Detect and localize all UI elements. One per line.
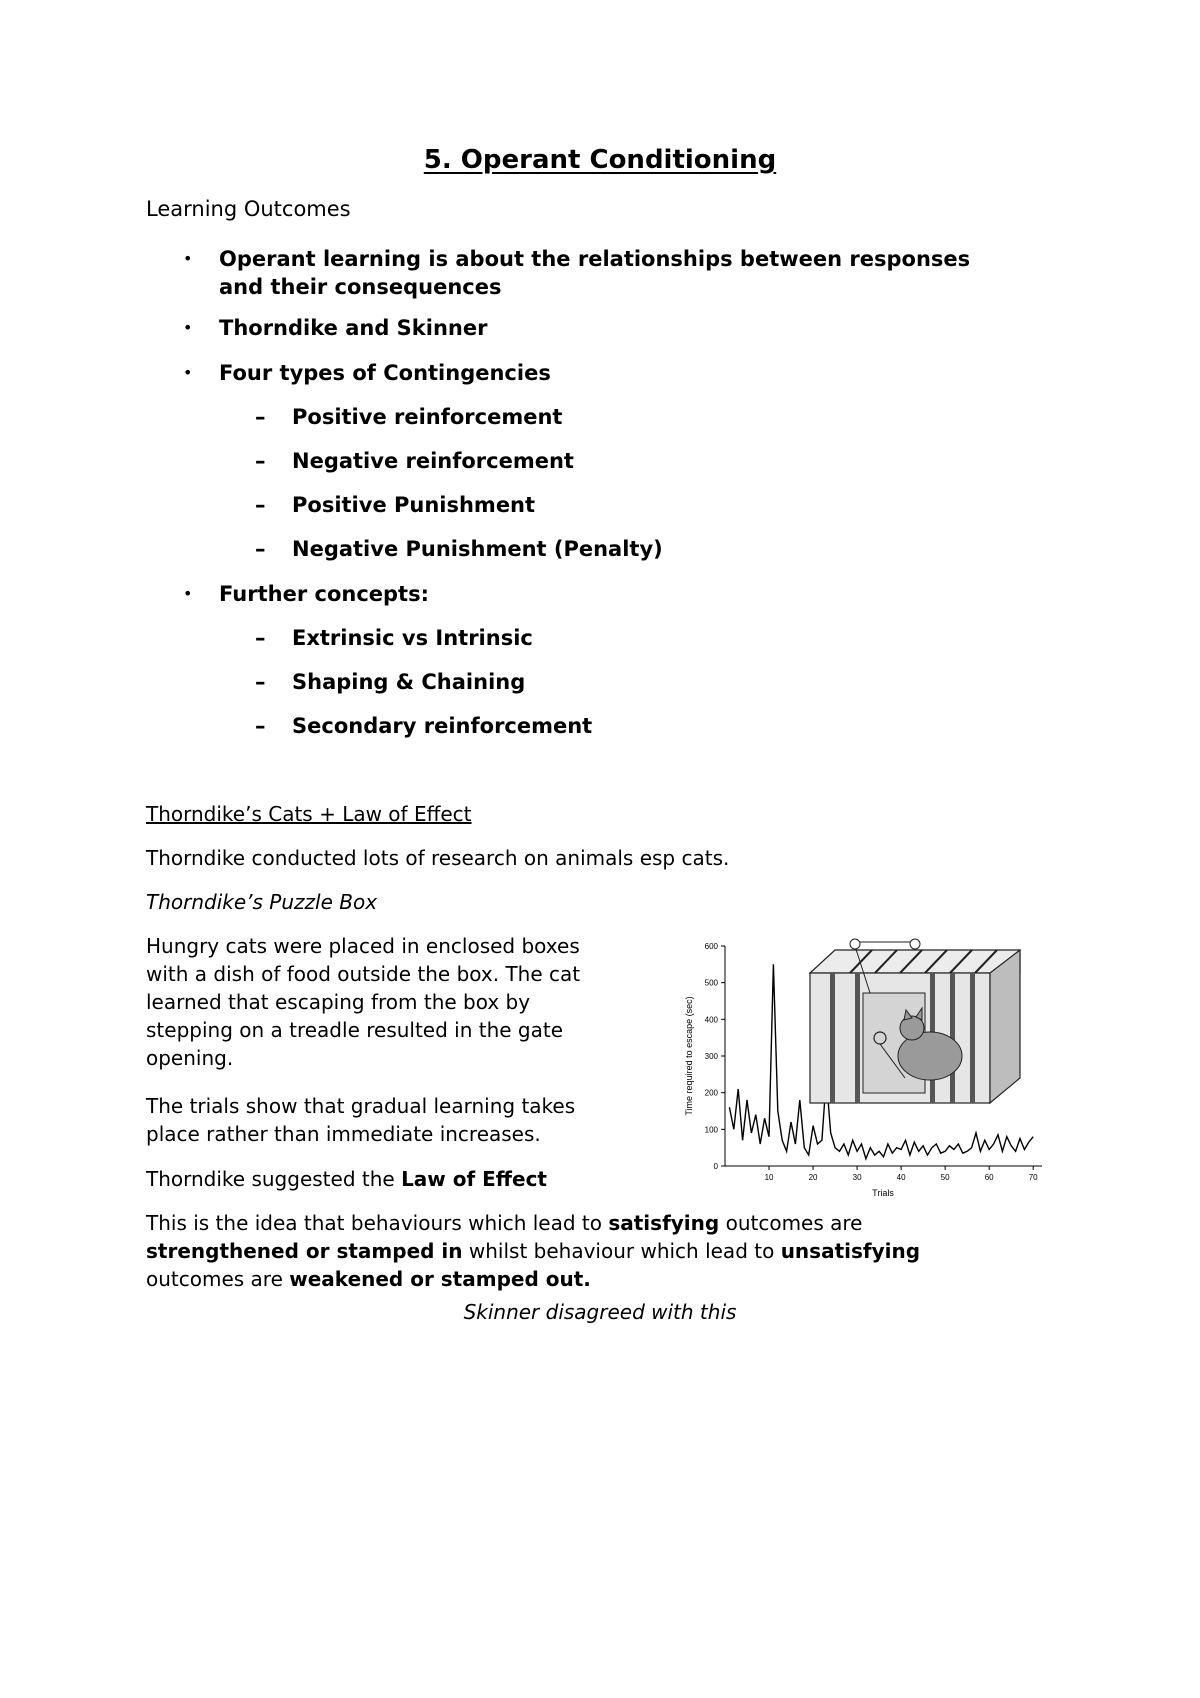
puzzle-box-figure	[680, 928, 1045, 1200]
paragraph-line: learned that escaping from the box by	[146, 990, 531, 1014]
dash-icon: –	[255, 405, 266, 429]
text-run: outcomes are	[146, 1267, 290, 1291]
section-heading: Thorndike’s Cats + Law of Effect	[146, 802, 472, 826]
paragraph-line: place rather than immediate increases.	[146, 1122, 541, 1146]
paragraph-line: with a dish of food outside the box. The cat	[146, 962, 581, 986]
text-run: This is the idea that behaviours which lead to	[146, 1211, 609, 1235]
paragraph-line: The trials show that gradual learning takes	[146, 1094, 576, 1118]
sub-list-item-text: Negative reinforcement	[292, 449, 574, 473]
bullet-icon: •	[183, 318, 193, 337]
y-tick-label: 0	[713, 1162, 718, 1171]
emphasis: satisfying	[608, 1211, 720, 1235]
x-axis-label: Trials	[872, 1188, 894, 1198]
y-tick-label: 300	[704, 1052, 718, 1061]
y-tick-label: 600	[704, 942, 718, 951]
page-title: 5. Operant Conditioning	[423, 145, 777, 175]
dash-icon: –	[255, 626, 266, 650]
dash-icon: –	[255, 670, 266, 694]
list-item-text-continued: and their consequences	[219, 275, 502, 299]
x-tick-label: 50	[940, 1173, 950, 1182]
x-tick-label: 20	[808, 1173, 818, 1182]
x-tick-label: 30	[852, 1173, 862, 1182]
learning-outcomes-heading: Learning Outcomes	[146, 197, 351, 221]
emphasis: unsatisfying	[780, 1239, 921, 1263]
list-item-text: Operant learning is about the relationships between responses	[219, 247, 971, 271]
paragraph-line: stepping on a treadle resulted in the gate	[146, 1018, 564, 1042]
sub-list-item-text: Negative Punishment (Penalty)	[292, 537, 663, 561]
x-tick-label: 60	[984, 1173, 994, 1182]
puzzle-box-illustration	[810, 939, 1020, 1103]
emphasis: strengthened or stamped in	[146, 1239, 463, 1263]
sub-list-item-text: Secondary reinforcement	[292, 714, 593, 738]
x-tick-label: 10	[764, 1173, 774, 1182]
law-prefix: Thorndike suggested the	[146, 1167, 402, 1191]
dash-icon: –	[255, 493, 266, 517]
bullet-icon: •	[183, 363, 193, 382]
sub-list-item-text: Positive Punishment	[292, 493, 536, 517]
y-tick-label: 500	[704, 978, 718, 988]
list-item-text: Further concepts:	[219, 582, 429, 606]
dash-icon: –	[255, 449, 266, 473]
trials-paragraph	[146, 1092, 666, 1148]
closing-remark: Skinner disagreed with this	[463, 1300, 737, 1324]
law-description-paragraph	[146, 1209, 1066, 1293]
sub-list-item-text: Extrinsic vs Intrinsic	[292, 626, 533, 650]
puzzle-box-subheading: Thorndike’s Puzzle Box	[146, 890, 378, 914]
sub-list-item-text: Positive reinforcement	[292, 405, 563, 429]
dash-icon: –	[255, 714, 266, 738]
intro-paragraph: Thorndike conducted lots of research on animals esp cats.	[146, 846, 730, 870]
list-item-text: Four types of Contingencies	[219, 361, 551, 385]
puzzle-box-paragraph	[146, 932, 666, 1072]
x-tick-label: 40	[896, 1173, 906, 1182]
law-of-effect-sentence	[146, 1165, 547, 1193]
learning-curve-chart	[680, 928, 1045, 1200]
y-axis-label: Time required to escape (sec)	[684, 996, 694, 1116]
y-tick-label: 100	[704, 1125, 718, 1135]
list-item-text: Thorndike and Skinner	[219, 316, 488, 340]
x-tick-label: 70	[1028, 1173, 1038, 1182]
bullet-icon: •	[183, 584, 193, 603]
sub-list-item-text: Shaping & Chaining	[292, 670, 526, 694]
law-name: Law of Effect	[401, 1167, 547, 1191]
emphasis: weakened or stamped out.	[289, 1267, 591, 1291]
y-tick-label: 200	[704, 1088, 718, 1098]
dash-icon: –	[255, 537, 266, 561]
text-run: whilst behaviour which lead to	[462, 1239, 781, 1263]
text-run: outcomes are	[719, 1211, 863, 1235]
y-tick-label: 400	[704, 1015, 718, 1025]
bullet-icon: •	[183, 249, 193, 268]
paragraph-line: opening.	[146, 1046, 234, 1070]
paragraph-line: Hungry cats were placed in enclosed boxes	[146, 934, 580, 958]
